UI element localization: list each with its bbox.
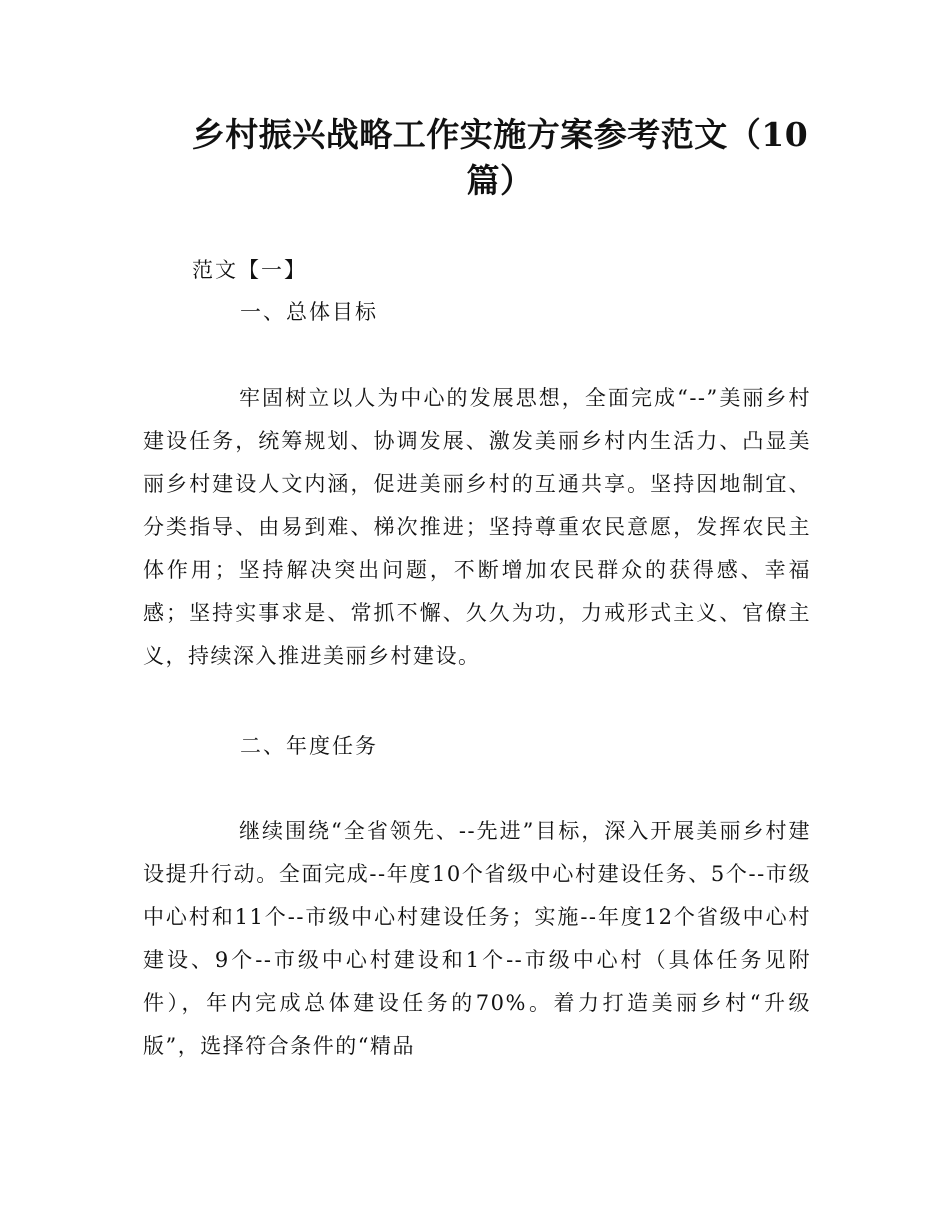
document-title: 乡村振兴战略工作实施方案参考范文（10篇） bbox=[191, 115, 809, 200]
heading-overall-goal: 一、总体目标 bbox=[240, 300, 378, 324]
heading-annual-tasks: 二、年度任务 bbox=[240, 734, 378, 758]
paragraph-overall-goal: 牢固树立以人为中心的发展思想，全面完成“--”美丽乡村建设任务，统筹规划、协调发展、激发美丽乡村内生活力、凸显美丽乡村建设人文内涵，促进美丽乡村的互通共享。坚持因地制宜、分类指导、由易到难、梯次推进；坚持尊重农民意愿，发挥农民主体作用；坚持解决突出问题，不断增加农民群众的获得感、幸福感；坚持实事求是、常抓不懈、久久为功，力戒形式主义、官僚主义，持续深入推进美丽乡村建设。 bbox=[143, 386, 811, 668]
paragraph-annual-tasks: 继续围绕“全省领先、--先进”目标，深入开展美丽乡村建设提升行动。全面完成--年度10个省级中心村建设任务、5个--市级中心村和11个--市级中心村建设任务；实施--年度12个省级中心村建设、9个--市级中心村建设和1个--市级中心村（具体任务见附件），年内完成总体建设任务的70%。着力打造美丽乡村“升级版”，选择符合条件的“精品 bbox=[143, 819, 811, 1058]
section-label: 范文【一】 bbox=[192, 258, 307, 282]
